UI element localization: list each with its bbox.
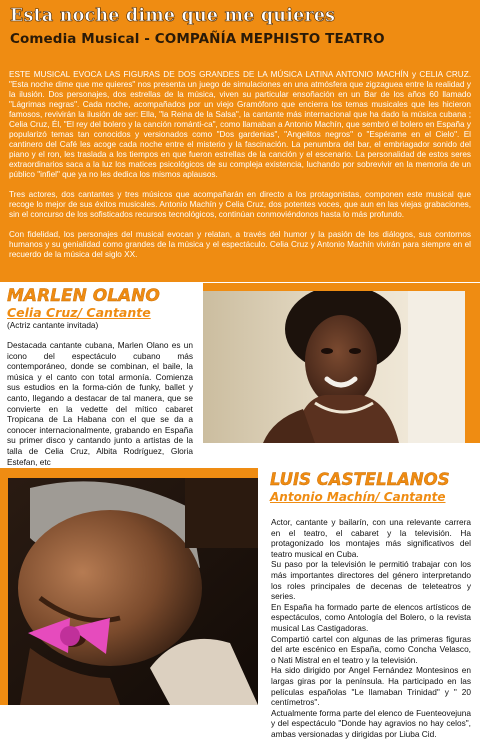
luis-bio-paragraph: Ha sido dirigido por Angel Fernández Montesinos en largas giras por la península. Ha participado en las películas españolas "Le llamaban Trinidad" y " 20 centímetros". <box>271 665 471 708</box>
orange-side-band <box>465 291 480 443</box>
luis-name: LUIS CASTELLANOS <box>270 470 450 489</box>
marlen-note: (Actriz cantante invitada) <box>7 320 99 330</box>
marlen-name: MARLEN OLANO <box>7 286 160 306</box>
luis-bio-paragraph: Compartió cartel con algunas de las primeras figuras del arte escénico en España, como Concha Velasco, o Nati Mistral en el teatro y la televisión. <box>271 633 471 665</box>
header-panel <box>0 0 480 282</box>
luis-bio-paragraph: Su paso por la televisión le permitió trabajar con los más importantes directores del género interpretando los roles principales de decenas de teleteatros y series. <box>271 559 471 602</box>
intro-paragraph: Con fidelidad, los personajes del musical evocan y relatan, a través del humor y la pasión de los diálogos, sus contornos humanos y su genialidad como grandes de la música y el espectáculo. Celia Cruz y Antonio Machín vivirán para siempre en el recuerdo de la música del siglo XX. <box>9 230 471 259</box>
orange-band <box>0 468 258 478</box>
marlen-bio-text: Destacada cantante cubana, Marlen Olano es un icono del espectáculo cubano más contemporáneo, donde se combinan, el baile, la música y el canto con total armonía. Comienza sus estudios en la forma-ción de funky, ballet y canto, llegando a destacar de tal manera, que se convierte en la vedette del mítico cabaret Tropicana de La Habana con el que se da a conocer internacionalmente, grabando en España su primer disco y cantando junto a artistas de la talla de Celia Cruz, Albita Rodríguez, Gloria Estefan, etc <box>7 340 193 467</box>
luis-bio-paragraph: Actualmente forma parte del elenco de Fuenteovejuna y del espectáculo "Donde hay agravios no hay celos", ambas versionadas y dirigidas por Liuba Cid. <box>271 707 471 739</box>
orange-side-band <box>0 478 8 705</box>
subtitle-company: MEPHISTO TEATRO <box>240 31 385 47</box>
marlen-bio <box>7 340 193 467</box>
intro-paragraph: Tres actores, dos cantantes y tres músicos que acompañarán en directo a los protagonistas, componen este musical que recoge lo mejor de sus éxitos musicales. Antonio Machín y Celia Cruz, dos potentes voces, que aun en las viejas grabaciones, sin el concurso de los sofisticados recursos tecnológicos, continúan conmoviéndonos hasta lo más profundo. <box>9 190 471 219</box>
marlen-photo <box>203 291 465 443</box>
show-subtitle <box>10 31 385 47</box>
show-title: Esta noche dime que me quieres <box>10 6 336 26</box>
marlen-role: Celia Cruz/ Cantante <box>7 305 151 320</box>
luis-bio-paragraph: En España ha formado parte de elencos artísticos de espectáculos, como Antología del Bolero, o la revista musical Las Castigadoras. <box>271 601 471 633</box>
luis-bio-paragraph: Actor, cantante y bailarín, con una relevante carrera en el teatro, el cabaret y la televisión. Ha protagonizado los montajes más significativos del teatro musical en Cuba. <box>271 517 471 559</box>
intro-text <box>9 70 471 270</box>
luis-bio <box>271 517 471 739</box>
subtitle-genre: Comedia Musical - COMPAÑÍA <box>10 31 237 47</box>
luis-photo <box>0 478 258 705</box>
luis-role: Antonio Machín/ Cantante <box>270 490 446 504</box>
intro-paragraph: ESTE MUSICAL EVOCA LAS FIGURAS DE DOS GRANDES DE LA MÚSICA LATINA ANTONIO MACHÍN y CELIA CRUZ. "Esta noche dime que me quieres" nos presenta un juego de simulaciones en una atmósfera que zigzaguea entre la realidad y la ilusión. Dos personajes, dos estrellas de la música, viven su particular ensoñación en un Bar de los años 60 llamado "Lágrimas negras". Cada noche, acompañados por un viejo Gramófono que encierra los temas musicales que les hicieron famosos, revivirán la ilusión de ser: Ella, "la Reina de la Salsa", la cantante más internacional que ha dado la música cubana ; Celia Cruz, Él, "El rey del bolero y la canción románti-ca", como llamaban a Antonio Machín, que sembró el bolero en España y popularizó temas tan conocidos y versionados como "Dos gardenias", "Angelitos negros" o "Espérame en el Cielo". El cantinero del Café les acoge cada noche entre el misterio y la fascinación. La penumbra del bar, el embriagador sonido del piano y el ron, les traslada a los tiempos en que fueron estrellas de la canción y el escenario. La personalidad de estos seres extraordinarios saca a la luz los matices psicológicos de su compleja existencia, luchando por sobrevivir en la memoria de un público "infiel" que ya no les dedica los mismos aplausos. <box>9 70 471 179</box>
